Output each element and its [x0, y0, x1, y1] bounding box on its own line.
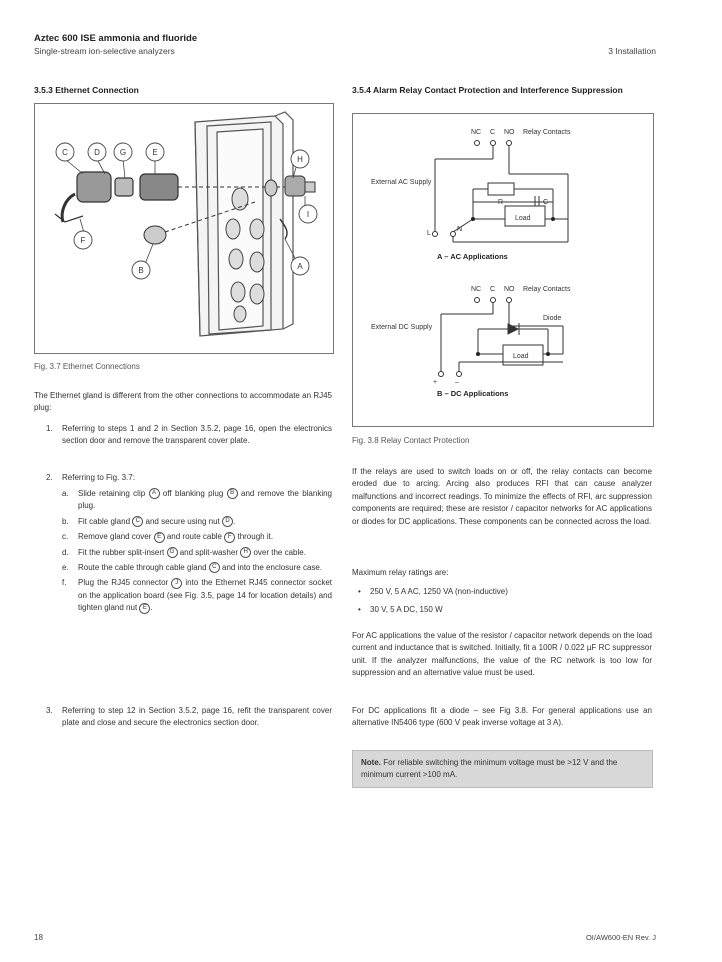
l-label: L — [427, 230, 431, 237]
step-1-num: 1. — [46, 424, 53, 433]
substep-d-post: over the cable. — [253, 547, 306, 557]
substep-a-post: and remove the blanking plug. — [78, 489, 332, 511]
callout-a: A — [297, 262, 303, 271]
substep-f-pre: Plug the RJ45 connector — [78, 578, 169, 588]
callout-f: F — [80, 236, 86, 245]
substep-a-num: a. — [62, 489, 69, 498]
header-section: 3 Installation — [608, 46, 656, 56]
substep-a-callout-1: A — [149, 488, 160, 499]
substep-b-pre: Fit cable gland — [78, 516, 131, 526]
relay-figure — [352, 113, 654, 427]
rating-2: • 30 V, 5 A DC, 150 W — [358, 605, 443, 614]
substep-c-callout-1: E — [154, 532, 165, 543]
substep-f-callout-1: J — [171, 578, 182, 589]
callout-d: D — [94, 148, 100, 157]
substep-c-pre: Remove gland cover — [78, 532, 152, 542]
doc-id: OI/AW600-EN Rev. J — [585, 933, 656, 942]
step-1 — [46, 423, 332, 448]
ethernet-intro: The Ethernet gland is different from the other connections to accommodate an RJ45 plug: — [34, 391, 332, 413]
header-title: Aztec 600 ISE ammonia and fluoride — [34, 33, 198, 44]
substep-a-callout-2: B — [227, 488, 238, 499]
substep-b-post: . — [233, 516, 236, 526]
relay-para-2: For AC applications the value of the resistor / capacitor network depends on the load current and inductance that is switched. Initially, fit a 100R / 0.022 µF RC suppressor unit. If the analyzer malfunctions, the value of the RC network is too low for suppression and an alternative value must be used. — [352, 631, 652, 678]
substep-d-callout-2: H — [240, 547, 251, 558]
step-3-num: 3. — [46, 706, 53, 715]
substep-d-num: d. — [62, 547, 69, 557]
page-number: 18 — [34, 933, 43, 942]
plus-label: + — [433, 379, 438, 386]
substep-d-mid: and split-washer — [179, 547, 238, 557]
relay-para-1: If the relays are used to switch loads on or off, the relay contacts can become eroded due to arcing. Arcing also produces RFI that can cause analyzer malfunctions and incorrect readings. To minimize the effects of RFI, arc suppression components are required; these are resistor / capacitor networks for AC applications or diodes for DC applications. These components can be connected across the load. — [352, 467, 652, 526]
substep-e-mid: and into the enclosure case. — [222, 563, 323, 573]
relay-b-c: C — [490, 286, 496, 293]
callout-i: I — [306, 210, 310, 219]
substeps-list — [62, 488, 332, 618]
substep-f-mid: into the Ethernet RJ45 connector socket on the application board (see Fig. 3.5, page 14 for location details) and tighten gland nut — [78, 578, 333, 613]
rating-1: • 250 V, 5 A AC, 1250 VA (non-inductive) — [358, 587, 508, 596]
substep-c-num: c. — [62, 532, 69, 542]
capacitor-label: C — [543, 199, 549, 206]
callout-h: H — [297, 155, 303, 164]
note-text: For reliable switching the minimum voltage must be >12 V and the minimum current >100 mA. — [361, 758, 618, 779]
substep-f-callout-2: E — [139, 603, 150, 614]
callout-c: C — [62, 148, 68, 157]
substep-a — [62, 488, 332, 513]
step-2 — [46, 472, 332, 484]
header-subtitle: Single-stream ion-selective analyzers — [34, 46, 175, 56]
ethernet-diagram — [35, 104, 333, 353]
step-1-text: Referring to steps 1 and 2 in Section 3.5.2, page 16, open the electronics section door and remove the transparent cover plate. — [62, 424, 332, 446]
ethernet-heading: 3.5.3 Ethernet Connection — [34, 85, 139, 95]
substep-b-callout-2: D — [222, 516, 233, 527]
step-2-text: Referring to Fig. 3.7: — [62, 473, 135, 482]
substep-e-pre: Route the cable through cable gland — [78, 563, 207, 573]
max-ratings-label: Maximum relay ratings are: — [352, 568, 449, 577]
substep-d-pre: Fit the rubber split-insert — [78, 547, 165, 557]
substep-b-mid: and secure using nut — [145, 516, 220, 526]
callout-b: B — [138, 266, 144, 275]
substep-e — [62, 562, 332, 574]
relay-b-contacts: Relay Contacts — [523, 286, 571, 293]
ext-ac-supply: External AC Supply — [371, 179, 432, 186]
relay-a-no: NO — [504, 129, 515, 136]
step-2-num: 2. — [46, 473, 53, 482]
substep-f-post: . — [150, 603, 153, 613]
ethernet-fig-caption: Fig. 3.7 Ethernet Connections — [34, 362, 140, 371]
note-box — [352, 750, 653, 788]
relay-a-c: C — [490, 129, 496, 136]
relay-a-contacts: Relay Contacts — [523, 129, 571, 136]
dc-applications-label: B – DC Applications — [437, 389, 509, 398]
ac-applications-label: A – AC Applications — [437, 252, 508, 261]
load-a-label: Load — [515, 215, 531, 222]
resistor-label: R — [498, 199, 504, 206]
rating-2-text: 30 V, 5 A DC, 150 W — [370, 605, 443, 614]
load-b-label: Load — [513, 353, 529, 360]
minus-label: – — [455, 379, 459, 386]
relay-fig-caption: Fig. 3.8 Relay Contact Protection — [352, 436, 470, 445]
callout-e: E — [152, 148, 158, 157]
substep-b-num: b. — [62, 516, 69, 526]
step-3 — [46, 705, 332, 730]
substep-f-num: f. — [62, 578, 67, 588]
relay-b-no: NO — [504, 286, 515, 293]
substep-a-pre: Slide retaining clip — [78, 489, 146, 498]
substep-d-callout-1: G — [167, 547, 178, 558]
relay-para-3: For DC applications fit a diode – see Fig 3.8. For general applications use an alternative IN5406 type (600 V peak inverse voltage at 3 A). — [352, 706, 652, 728]
relay-a-nc: NC — [471, 129, 482, 136]
callout-g: G — [119, 148, 127, 157]
ext-dc-supply: External DC Supply — [371, 324, 433, 331]
substep-c-callout-2: F — [224, 532, 235, 543]
substep-b — [62, 516, 332, 528]
n-label: N — [457, 226, 463, 233]
diode-label: Diode — [543, 315, 562, 322]
ethernet-figure — [34, 103, 334, 354]
substep-b-callout-1: C — [132, 516, 143, 527]
relay-b-nc: NC — [471, 286, 482, 293]
substep-c-mid: and route cable — [166, 532, 222, 542]
rating-1-text: 250 V, 5 A AC, 1250 VA (non-inductive) — [370, 587, 508, 596]
substep-c-post: through it. — [237, 532, 274, 542]
substep-f — [62, 577, 332, 614]
relay-heading: 3.5.4 Alarm Relay Contact Protection and Interference Suppression — [352, 85, 623, 95]
substep-a-mid: off blanking plug — [162, 489, 224, 498]
relay-diagram — [353, 114, 653, 426]
substep-e-num: e. — [62, 563, 69, 573]
step-3-text: Referring to step 12 in Section 3.5.2, page 16, refit the transparent cover plate and close and secure the electronics section door. — [62, 706, 332, 728]
substep-c — [62, 531, 332, 543]
substep-e-callout-1: C — [209, 562, 220, 573]
substep-d — [62, 547, 332, 559]
note-label: Note. — [361, 758, 381, 767]
